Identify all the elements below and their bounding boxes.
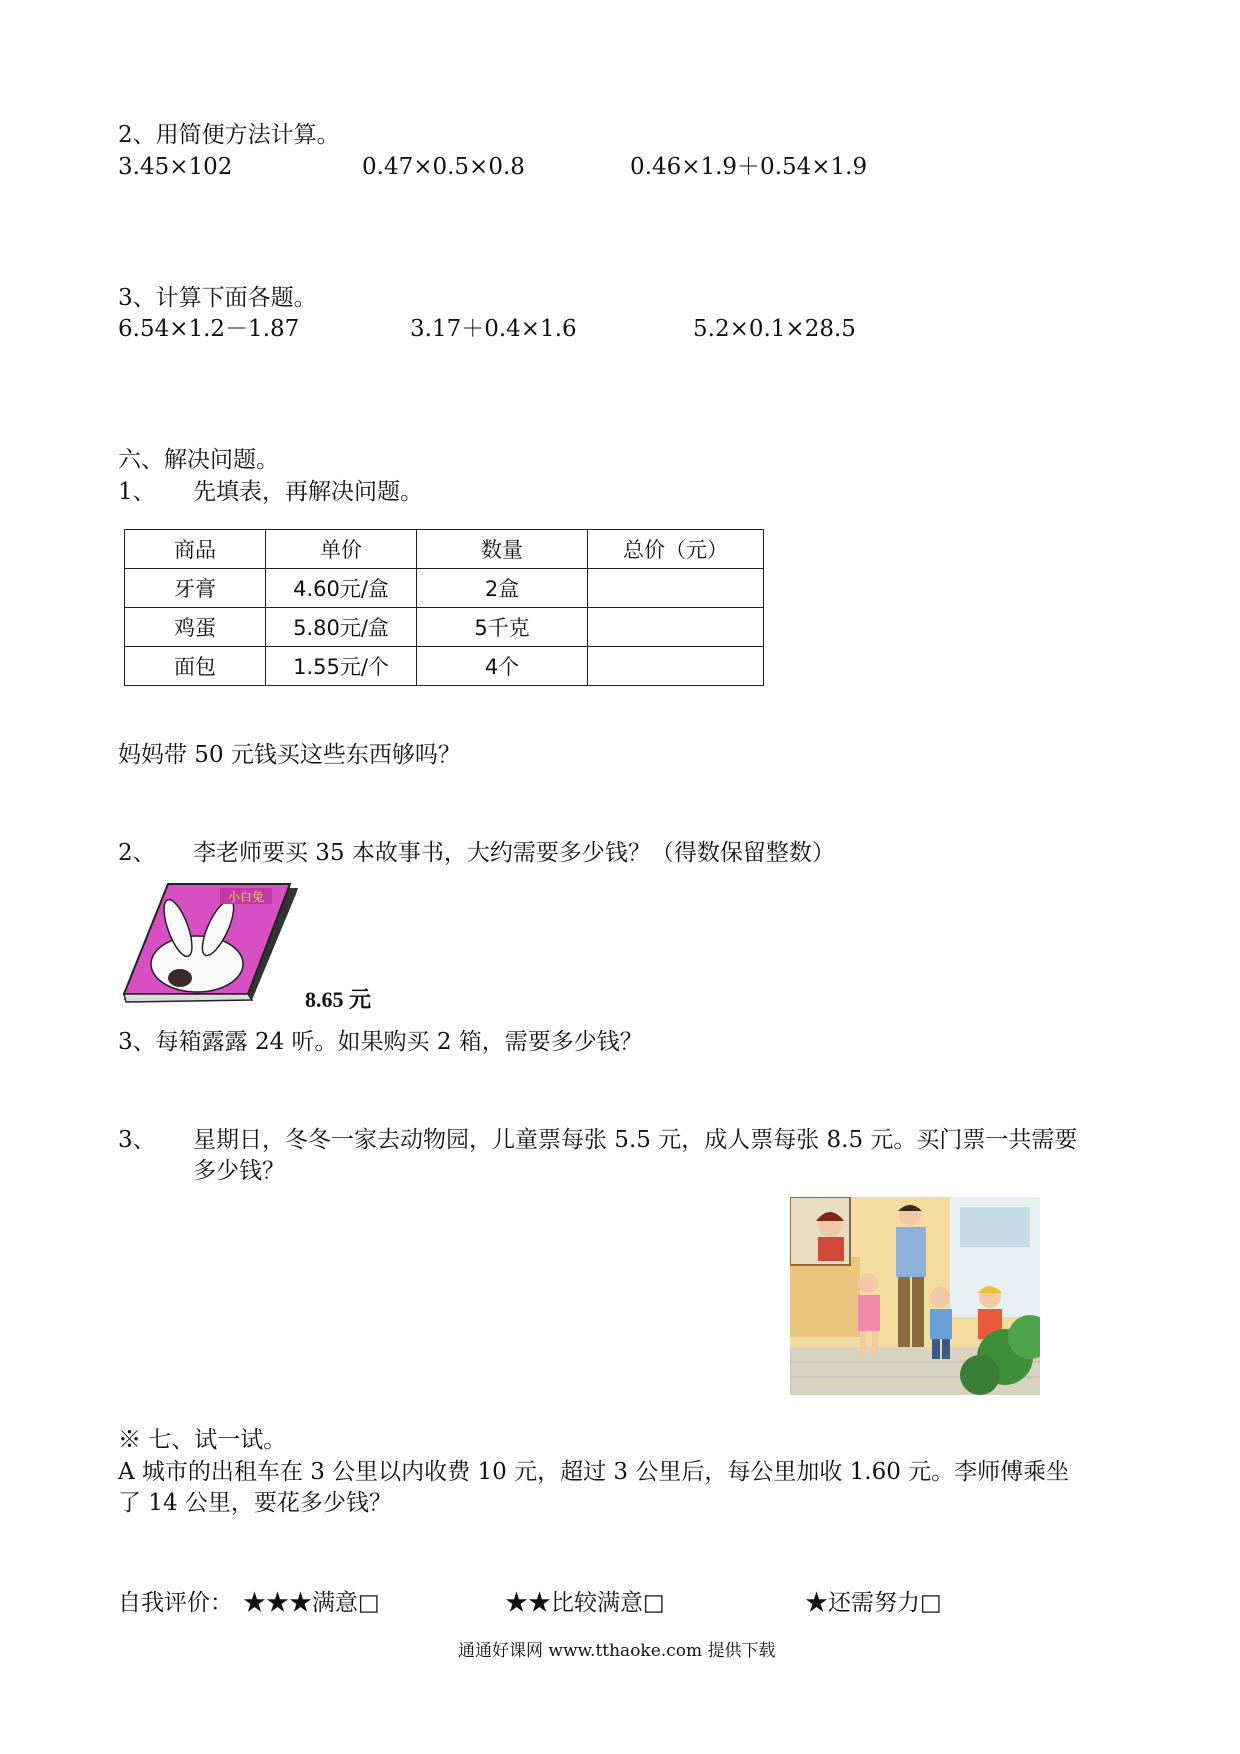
table-cell: 4个 (417, 647, 588, 686)
problem-2-3: 0.46×1.9＋0.54×1.9 (630, 154, 868, 180)
header-cell: 总价（元） (588, 530, 764, 569)
table-cell-empty (588, 569, 764, 608)
q4-line2: 多少钱？ (193, 1158, 285, 1184)
s7-line1: A 城市的出租车在 3 公里以内收费 10 元，超过 3 公里后，每公里加收 1.60 元。李师傅乘坐 (118, 1459, 1070, 1485)
q2-number: 2、 (118, 840, 156, 866)
storybook-illustration (120, 880, 310, 1010)
q3-text: 3、每箱露露 24 听。如果购买 2 箱，需要多少钱？ (118, 1029, 643, 1055)
problem-2-1: 3.45×102 (118, 154, 233, 180)
q1-question: 妈妈带 50 元钱买这些东西够吗？ (118, 742, 461, 768)
table-cell: 4.60元/盒 (266, 569, 417, 608)
header-cell: 单价 (266, 530, 417, 569)
table-row (125, 647, 764, 686)
evaluation-option-satisfied[interactable]: ★★★满意□ (243, 1590, 380, 1616)
evaluation-option-needs-effort[interactable]: ★还需努力□ (805, 1590, 942, 1616)
table-header-row (125, 530, 764, 569)
table-row (125, 608, 764, 647)
table-cell: 5.80元/盒 (266, 608, 417, 647)
table-cell: 鸡蛋 (125, 608, 266, 647)
q1-text: 先填表，再解决问题。 (193, 479, 423, 505)
q2-text: 李老师要买 35 本故事书，大约需要多少钱？（得数保留整数） (193, 840, 835, 866)
q4-number: 3、 (118, 1127, 156, 1153)
section-2-title: 2、用简便方法计算。 (118, 122, 340, 148)
table-cell: 牙膏 (125, 569, 266, 608)
book-price: 8.65 元 (305, 987, 372, 1012)
header-cell: 数量 (417, 530, 588, 569)
evaluation-option-fairly-satisfied[interactable]: ★★比较满意□ (505, 1590, 665, 1616)
footer-credit: 通通好课网 www.tthaoke.com 提供下载 (458, 1641, 776, 1661)
problem-2-2: 0.47×0.5×0.8 (362, 154, 525, 180)
q1-number: 1、 (118, 479, 156, 505)
section-3-title: 3、计算下面各题。 (118, 285, 317, 311)
table-cell-empty (588, 608, 764, 647)
table-cell: 2盒 (417, 569, 588, 608)
q4-line1: 星期日，冬冬一家去动物园，儿童票每张 5.5 元，成人票每张 8.5 元。买门票一共需要 (193, 1127, 1078, 1153)
table-cell-empty (588, 647, 764, 686)
section-7-title: ※ 七、试一试。 (118, 1427, 287, 1453)
table-cell: 5千克 (417, 608, 588, 647)
problem-3-3: 5.2×0.1×28.5 (693, 316, 856, 342)
goods-table (124, 529, 764, 686)
section-6-title: 六、解决问题。 (118, 447, 279, 473)
problem-3-1: 6.54×1.2－1.87 (118, 316, 300, 342)
zoo-ticket-illustration (790, 1197, 1040, 1395)
book-title: 小白兔 (227, 890, 265, 904)
table-row (125, 569, 764, 608)
table-cell: 1.55元/个 (266, 647, 417, 686)
problem-3-2: 3.17＋0.4×1.6 (410, 316, 577, 342)
s7-line2: 了 14 公里，要花多少钱？ (118, 1490, 392, 1516)
evaluation-label: 自我评价： (118, 1590, 233, 1616)
table-cell: 面包 (125, 647, 266, 686)
header-cell: 商品 (125, 530, 266, 569)
